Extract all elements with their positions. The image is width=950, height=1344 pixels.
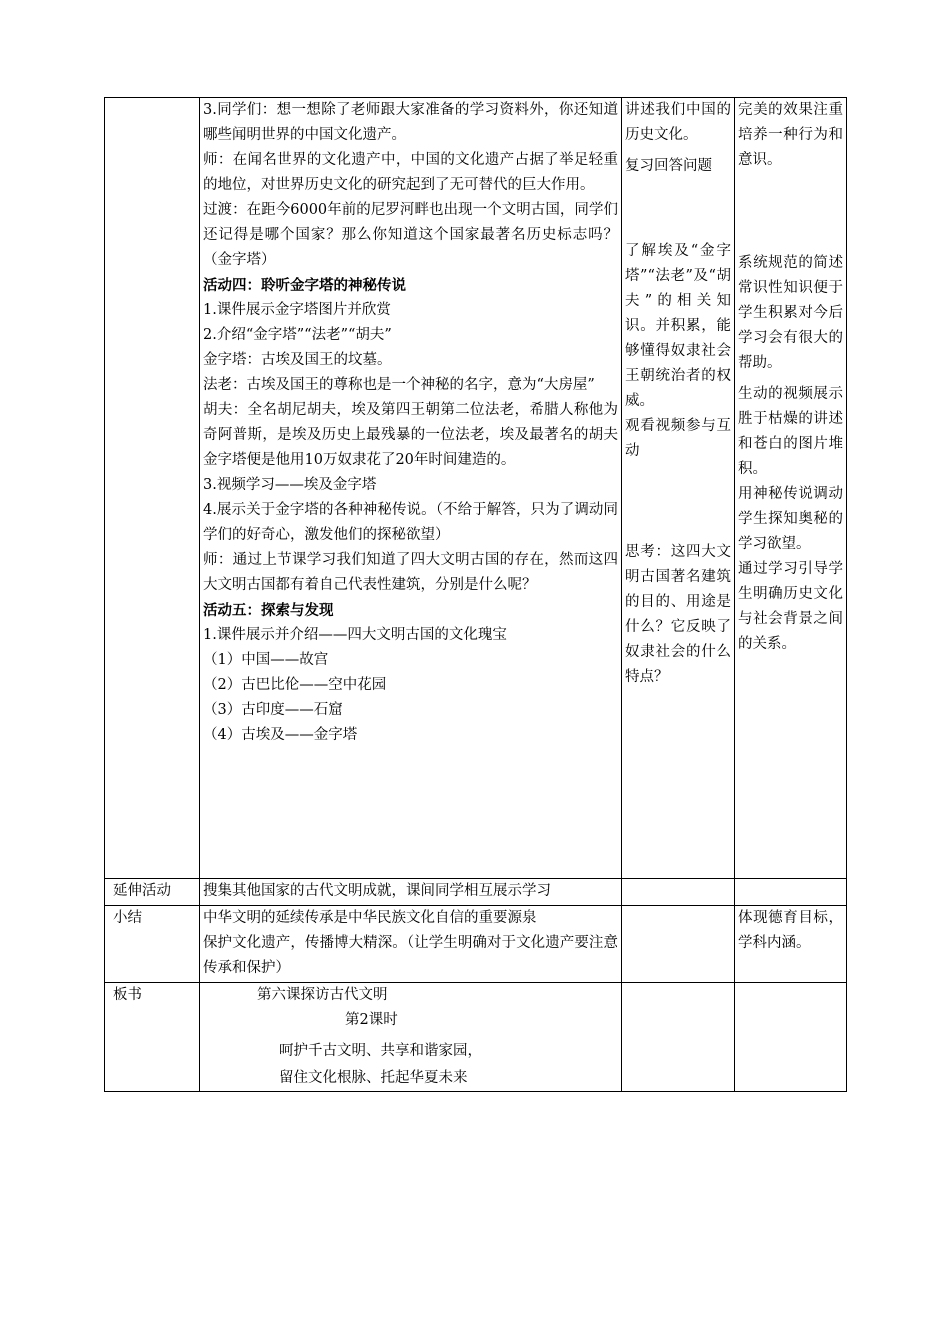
activity-heading: 活动五：探索与发现 <box>203 602 334 619</box>
list-item: （4）古埃及——金字塔 <box>203 727 358 743</box>
intent-para: 完美的效果注重培养一种行为和意识。 <box>738 102 843 168</box>
board-label: 板书 <box>105 983 200 1092</box>
main-label-cell <box>105 98 200 879</box>
extension-intent-cell <box>735 879 847 906</box>
student-para: 思考：这四大文明古国著名建筑的目的、用途是什么？它反映了奴隶社会的什么特点？ <box>625 544 731 685</box>
content-para: 1.课件展示并介绍——四大文明古国的文化瑰宝 <box>203 627 507 643</box>
content-para: 金字塔：古埃及国王的坟墓。 <box>203 352 392 368</box>
content-para: 3.视频学习——埃及金字塔 <box>203 477 377 493</box>
content-para: 胡夫：全名胡尼胡夫，埃及第四王朝第二位法老，希腊人称他为奇阿普斯，是埃及历史上最残暴的一位法老，埃及最著名的胡夫金字塔便是他用10万奴隶花了20年时间建造的。 <box>203 402 618 468</box>
student-para: 讲述我们中国的历史文化。 <box>625 102 731 143</box>
board-line: 留住文化根脉、托起华夏未来 <box>279 1070 468 1086</box>
content-para: 师：通过上节课学习我们知道了四大文明古国的存在，然而这四大文明古国都有着自己代表性建筑，分别是什么呢？ <box>203 552 618 593</box>
intent-para: 通过学习引导学生明确历史文化与社会背景之间的关系。 <box>738 561 843 652</box>
list-item: （2）古巴比伦——空中花园 <box>203 677 387 693</box>
content-para: 法老：古埃及国王的尊称也是一个神秘的名字，意为“大房屋” <box>203 377 595 393</box>
student-activity-cell <box>622 98 735 879</box>
main-activity-row <box>105 98 847 879</box>
summary-intent: 体现德育目标，学科内涵。 <box>735 906 847 983</box>
intent-para: 用神秘传说调动学生探知奥秘的学习欲望。 <box>738 486 843 552</box>
lesson-plan-table <box>104 97 847 1092</box>
extension-row <box>105 879 847 906</box>
board-title: 第六课探访古代文明 <box>257 987 388 1003</box>
teacher-content-cell <box>200 98 622 879</box>
board-content-cell <box>200 983 622 1092</box>
summary-student-cell <box>622 906 735 983</box>
board-subtitle: 第2课时 <box>345 1012 398 1028</box>
board-row <box>105 983 847 1092</box>
summary-para: 保护文化遗产，传播博大精深。（让学生明确对于文化遗产要注意传承和保护） <box>203 935 618 976</box>
student-para: 了解埃及“金字塔”“法老”及“胡夫”的相关知识。并积累，能够懂得奴隶社会王朝统治者的权威。 <box>625 243 731 409</box>
extension-student-cell <box>622 879 735 906</box>
content-para: 过渡：在距今6000年前的尼罗河畔也出现一个文明古国，同学们还记得是哪个国家？那么你知道这个国家最著名历史标志吗？（金字塔） <box>203 202 618 268</box>
intent-para: 生动的视频展示胜于枯燥的讲述和苍白的图片堆积。 <box>738 386 843 477</box>
list-item: （1）中国——故宫 <box>203 652 329 668</box>
board-intent-cell <box>735 983 847 1092</box>
list-item: （3）古印度——石窟 <box>203 702 343 718</box>
content-para: 2.介绍“金字塔”“法老”“胡夫” <box>203 327 392 343</box>
content-para: 3.同学们：想一想除了老师跟大家准备的学习资料外，你还知道哪些闻明世界的中国文化遗产。 <box>203 102 618 143</box>
board-line: 呵护千古文明、共享和谐家园， <box>279 1043 482 1059</box>
extension-content: 搜集其他国家的古代文明成就，课间同学相互展示学习 <box>200 879 622 906</box>
summary-label: 小结 <box>105 906 200 983</box>
activity-heading: 活动四：聆听金字塔的神秘传说 <box>203 277 406 294</box>
summary-content-cell <box>200 906 622 983</box>
summary-row <box>105 906 847 983</box>
student-para: 观看视频参与互动 <box>625 418 731 459</box>
student-para: 复习回答问题 <box>625 158 712 174</box>
content-para: 4.展示关于金字塔的各种神秘传说。（不给于解答，只为了调动同学们的好奇心，激发他们的探秘欲望） <box>203 502 618 543</box>
board-student-cell <box>622 983 735 1092</box>
content-para: 1.课件展示金字塔图片并欣赏 <box>203 302 391 318</box>
extension-label: 延伸活动 <box>105 879 200 906</box>
content-para: 师：在闻名世界的文化遗产中，中国的文化遗产占据了举足轻重的地位，对世界历史文化的研究起到了无可替代的巨大作用。 <box>203 152 618 193</box>
summary-para: 中华文明的延续传承是中华民族文化自信的重要源泉 <box>203 910 537 926</box>
design-intent-cell <box>735 98 847 879</box>
intent-para: 系统规范的简述常识性知识便于学生积累对今后学习会有很大的帮助。 <box>738 255 843 371</box>
